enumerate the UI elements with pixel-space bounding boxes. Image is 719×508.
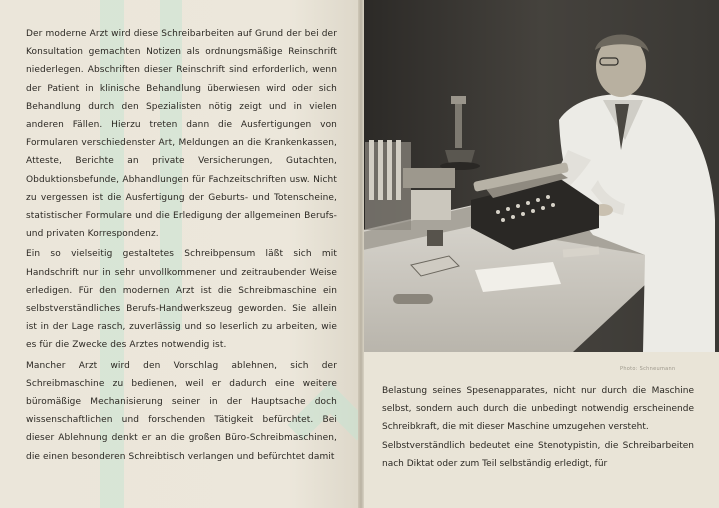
paragraph: Ein so vielseitig gestaltetes Schreibpensum läßt sich mit Handschrift nur in sehr unvollkommener und zeitraubender Weise erledigen. Für den modernen Arzt ist die Schreibmaschine ein selbstverständliches Berufs-Handwerkszeug geworden. Sie allein ist in der Lage rasch, zuverlässig und so leserlich zu arbeiten, wie es für die Zwecke des Arztes notwendig ist. xyxy=(26,249,337,351)
right-body-text xyxy=(382,382,694,473)
left-body-text xyxy=(26,25,337,468)
doctor-at-typewriter-photo xyxy=(363,0,719,352)
paragraph: Belastung seines Spesenapparates, nicht nur durch die Maschine selbst, sondern auch durch die unbedingt notwendig erscheinende Schreibkraft, die mit dieser Maschine umzugehen versteht. xyxy=(382,386,694,433)
photo-illustration xyxy=(363,0,719,352)
paragraph: Selbstverständlich bedeutet eine Stenotypistin, die Schreibarbeiten nach Diktat oder zum Teil selbständig erledigt, für xyxy=(382,440,694,469)
paragraph: Der moderne Arzt wird diese Schreibarbeiten auf Grund der bei der Konsultation gemachten Notizen als ordnungsmäßige Reinschrift niederlegen. Abschriften dieser Reinschrift sind erforderlich, wenn der Patient in klinische Behandlung überwiesen wird oder sich Behandlung durch den Spezialisten nötig zeigt und in vielen anderen Fällen. Hierzu treten dann die Ausfertigungen von Formularen verschiedenster Art, Meldungen an die Krankenkassen, Atteste, Berichte an private Versicherungen, Gutachten, Obduktionsbefunde, Abhandlungen für Fachzeitschriften usw. Nicht zu vergessen ist die Ausfertigung der Geburts- und Totenscheine, statistischer Formulare und die Erledigung der allgemeinen Berufs- und privaten Korrespondenz. xyxy=(26,29,337,240)
paragraph: Mancher Arzt wird den Vorschlag ablehnen, sich der Schreibmaschine zu bedienen, weil er dadurch eine weitere büromäßige Mechanisierung seiner in der Hauptsache doch wissenschaftlichen und forschenden Tätigkeit befürchtet. Bei dieser Ablehnung denkt er an die großen Büro-Schreibmaschinen, die einen besonderen Schreibtisch verlangen und befürchtet damit xyxy=(26,360,337,462)
book-gutter xyxy=(358,0,364,508)
photo-credit: Photo: Schneumann xyxy=(620,366,676,372)
